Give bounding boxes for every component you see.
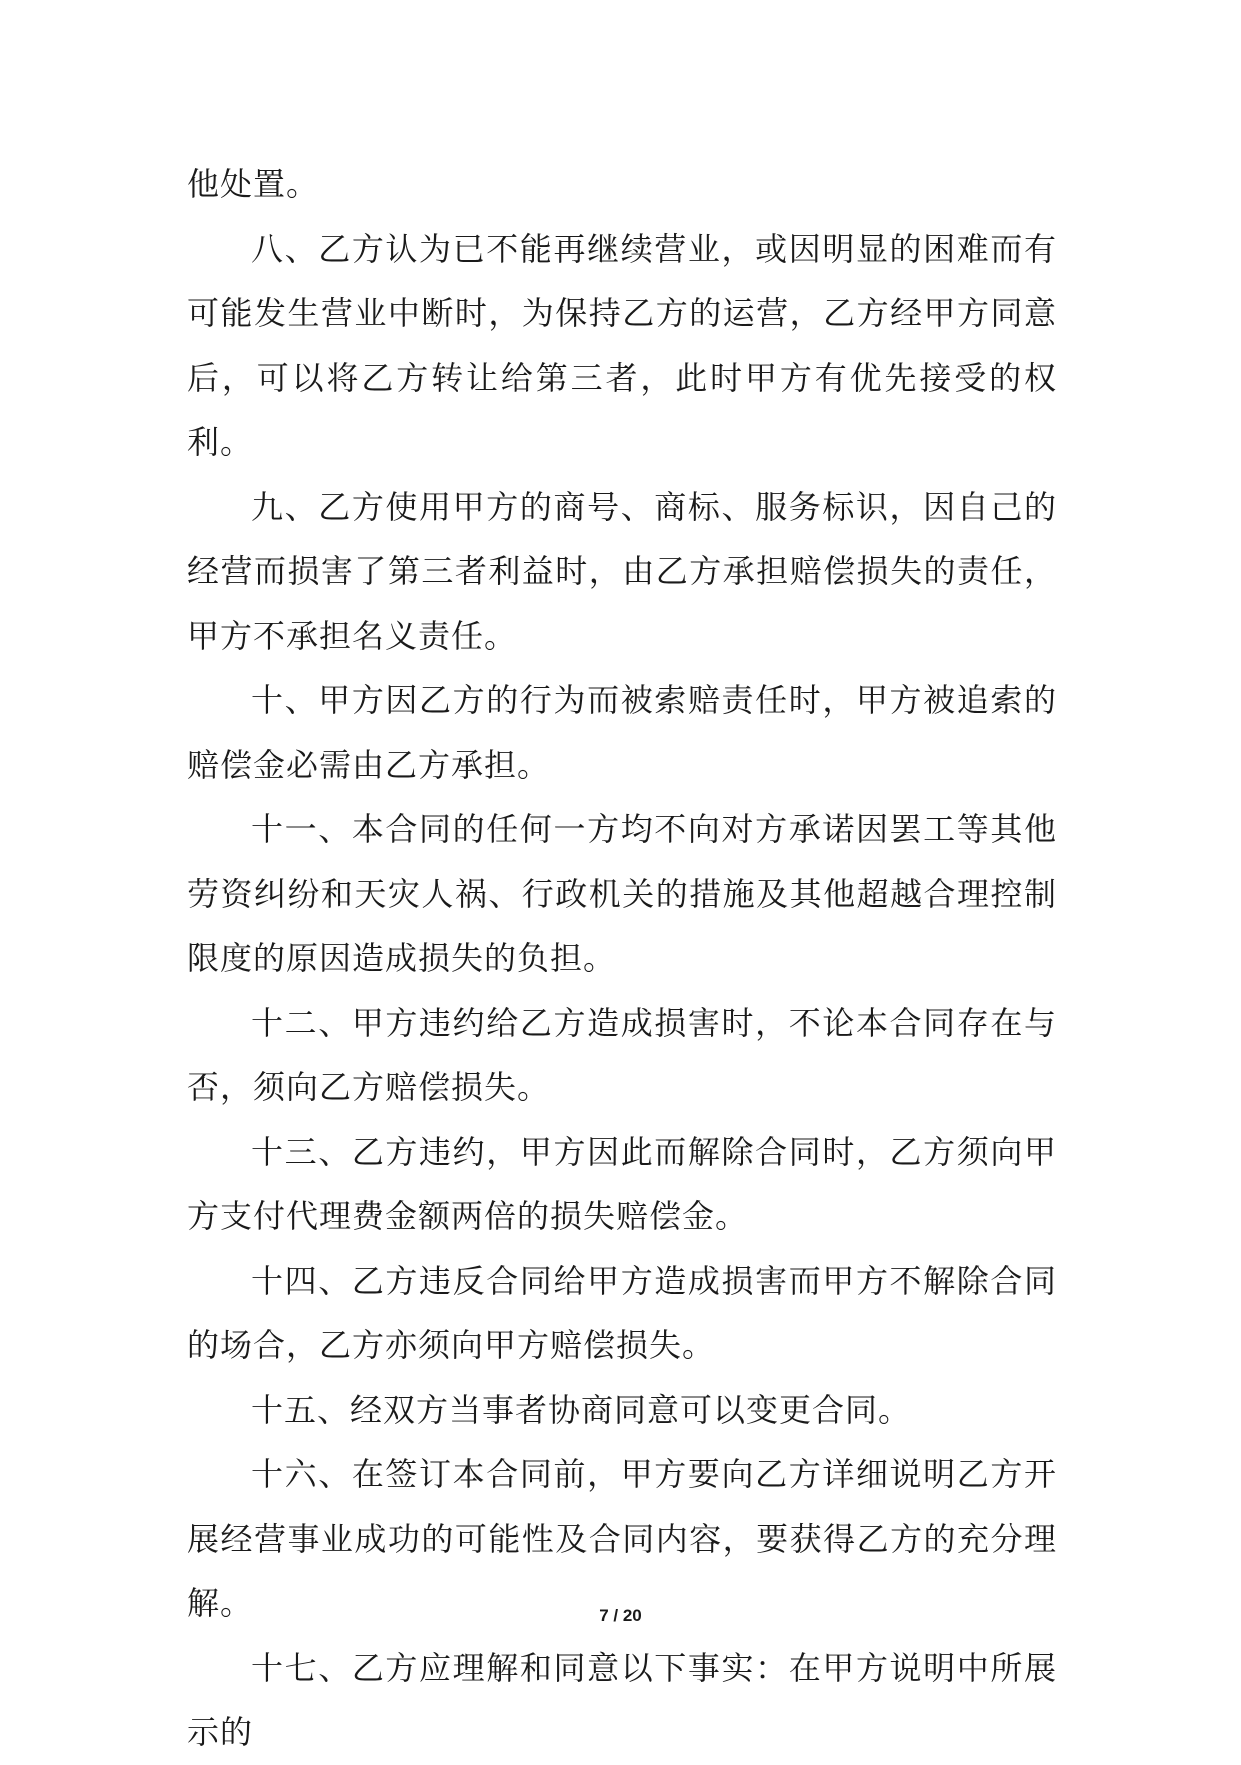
clause-11: 十一、本合同的任何一方均不向对方承诺因罢工等其他劳资纠纷和天灾人祸、行政机关的措施及其他超越合理控制限度的原因造成损失的负担。 [187, 810, 1057, 977]
clause-17: 十七、乙方应理解和同意以下事实：在甲方说明中所展示的 [187, 1648, 1057, 1751]
document-body [187, 152, 1057, 1765]
clause-15: 十五、经双方当事者协商同意可以变更合同。 [251, 1390, 912, 1429]
clause-12: 十二、甲方违约给乙方造成损害时，不论本合同存在与否，须向乙方赔偿损失。 [187, 1003, 1057, 1106]
clause-8: 八、乙方认为已不能再继续营业，或因明显的困难而有可能发生营业中断时，为保持乙方的运营，乙方经甲方同意后，可以将乙方转让给第三者，此时甲方有优先接受的权利。 [187, 229, 1057, 461]
paragraph-continuation: 他处置。 [187, 165, 320, 203]
clause-16: 十六、在签订本合同前，甲方要向乙方详细说明乙方开展经营事业成功的可能性及合同内容，要获得乙方的充分理解。 [187, 1455, 1057, 1622]
page-number: 7 / 20 [599, 1606, 642, 1625]
clause-10: 十、甲方因乙方的行为而被索赔责任时，甲方被追索的赔偿金必需由乙方承担。 [187, 681, 1057, 784]
clause-14: 十四、乙方违反合同给甲方造成损害而甲方不解除合同的场合，乙方亦须向甲方赔偿损失。 [187, 1261, 1057, 1364]
clause-9: 九、乙方使用甲方的商号、商标、服务标识，因自己的经营而损害了第三者利益时，由乙方承担赔偿损失的责任，甲方不承担名义责任。 [187, 487, 1057, 655]
clause-13: 十三、乙方违约，甲方因此而解除合同时，乙方须向甲方支付代理费金额两倍的损失赔偿金。 [187, 1132, 1057, 1235]
